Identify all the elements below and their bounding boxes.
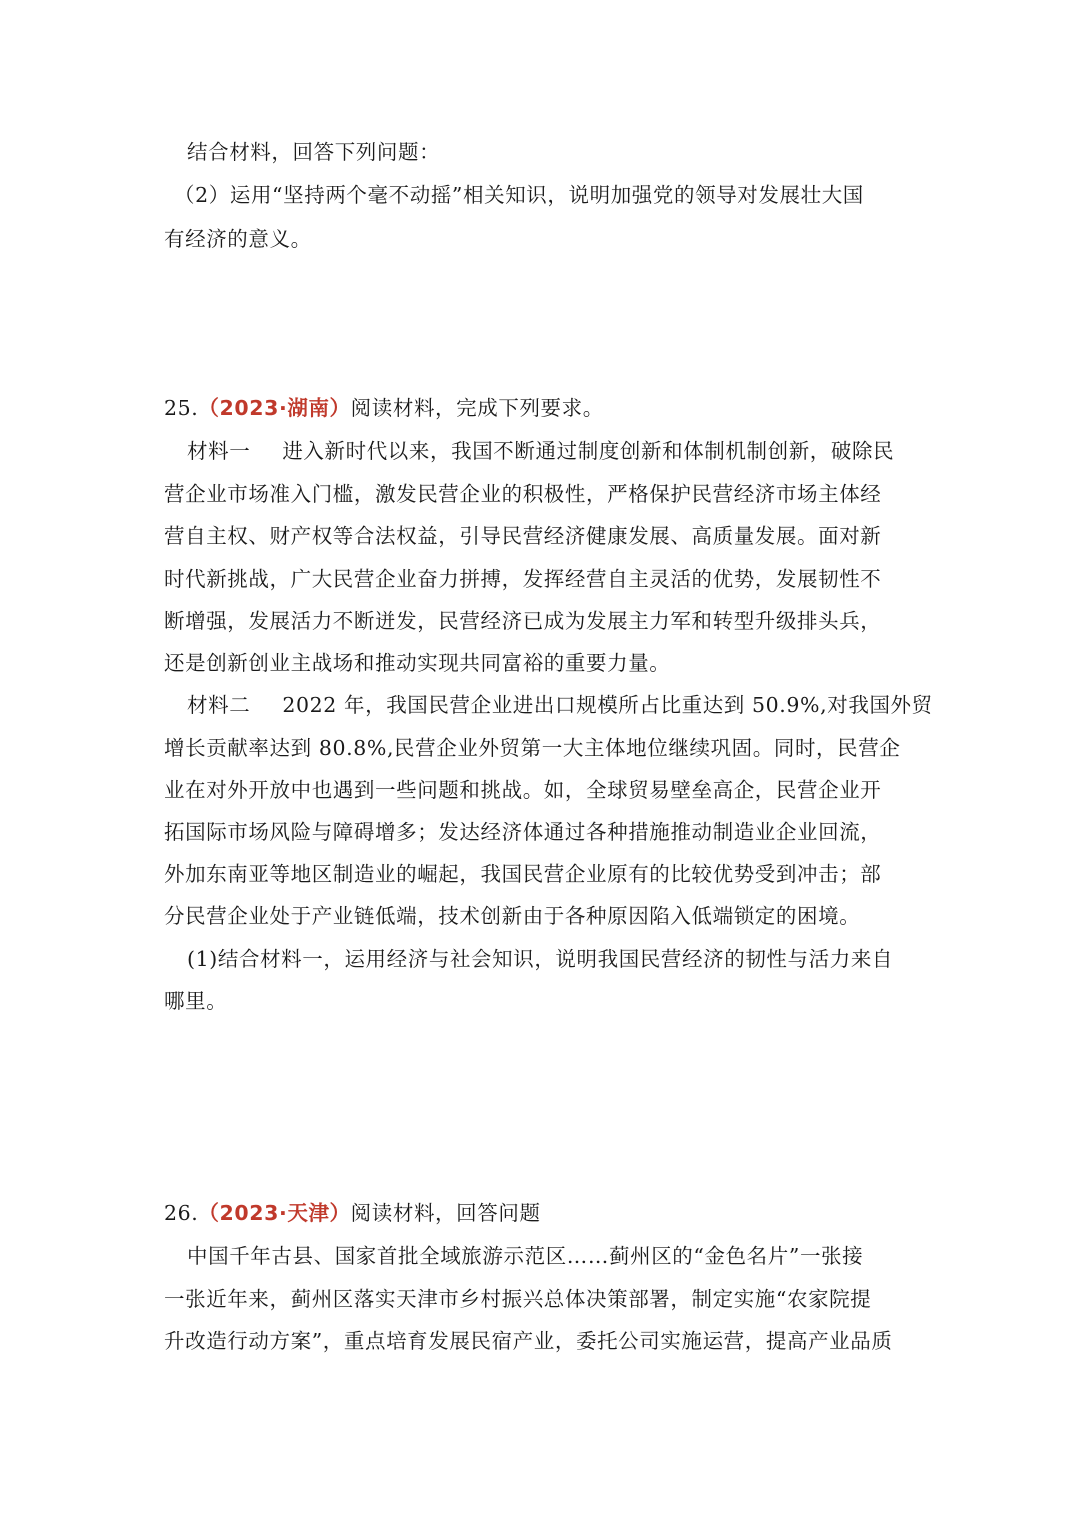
q26-number: 26. xyxy=(164,1201,199,1225)
q25-sub1-line1: (1)结合材料一，运用经济与社会知识，说明我国民营经济的韧性与活力来自 xyxy=(187,947,894,971)
q25-material1-line1: 材料一 进入新时代以来，我国不断通过制度创新和体制机制创新，破除民 xyxy=(187,439,895,463)
q25-material1-line5: 断增强，发展活力不断迸发，民营经济已成为发展主力军和转型升级排头兵， xyxy=(164,609,882,633)
q25-material1-line3: 营自主权、财产权等合法权益，引导民营经济健康发展、高质量发展。面对新 xyxy=(164,524,882,548)
q25-number: 25. xyxy=(164,396,199,420)
q24-sub2-line2: 有经济的意义。 xyxy=(164,227,312,251)
q25-instruction: 阅读材料，完成下列要求。 xyxy=(350,396,604,420)
q24-prompt: 结合材料，回答下列问题： xyxy=(187,140,441,164)
q25-material2-line3: 业在对外开放中也遇到一些问题和挑战。如，全球贸易壁垒高企，民营企业开 xyxy=(164,778,882,802)
q25-material1-label: 材料一 xyxy=(187,439,251,463)
q25-source: （2023·湖南） xyxy=(198,396,351,420)
q26-para-line2: 一张近年来，蓟州区落实天津市乡村振兴总体决策部署，制定实施“农家院提 xyxy=(164,1287,872,1311)
q25-material1-line4: 时代新挑战，广大民营企业奋力拼搏，发挥经营自主灵活的优势，发展韧性不 xyxy=(164,567,882,591)
q26-source: （2023·天津） xyxy=(198,1201,351,1225)
q25-sub1-line2: 哪里。 xyxy=(164,989,228,1013)
q26-para-line3: 升改造行动方案”，重点培育发展民宿产业，委托公司实施运营，提高产业品质 xyxy=(164,1329,893,1353)
q25-material2-line6: 分民营企业处于产业链低端，技术创新由于各种原因陷入低端锁定的困境。 xyxy=(164,904,861,928)
q24-sub2-line1: （2）运用“坚持两个毫不动摇”相关知识，说明加强党的领导对发展壮大国 xyxy=(174,183,864,207)
q25-material1-line2: 营企业市场准入门槛，激发民营企业的积极性，严格保护民营经济市场主体经 xyxy=(164,482,882,506)
q26-para-line1: 中国千年古县、国家首批全域旅游示范区……蓟州区的“金色名片”一张接 xyxy=(187,1244,864,1268)
q25-material2-line1: 材料二 2022 年，我国民营企业进出口规模所占比重达到 50.9%,对我国外贸 xyxy=(187,693,933,717)
q26-heading xyxy=(164,1198,541,1228)
q25-material2-line4: 拓国际市场风险与障碍增多；发达经济体通过各种措施推动制造业企业回流， xyxy=(164,820,882,844)
q26-instruction: 阅读材料，回答问题 xyxy=(350,1201,541,1225)
q25-material2-line5: 外加东南亚等地区制造业的崛起，我国民营企业原有的比较优势受到冲击；部 xyxy=(164,862,882,886)
q25-material2-line2: 增长贡献率达到 80.8%,民营企业外贸第一大主体地位继续巩固。同时，民营企 xyxy=(164,736,901,760)
q25-heading xyxy=(164,393,604,423)
q25-material2-label: 材料二 xyxy=(187,693,251,717)
q25-material1-line6: 还是创新创业主战场和推动实现共同富裕的重要力量。 xyxy=(164,651,671,675)
